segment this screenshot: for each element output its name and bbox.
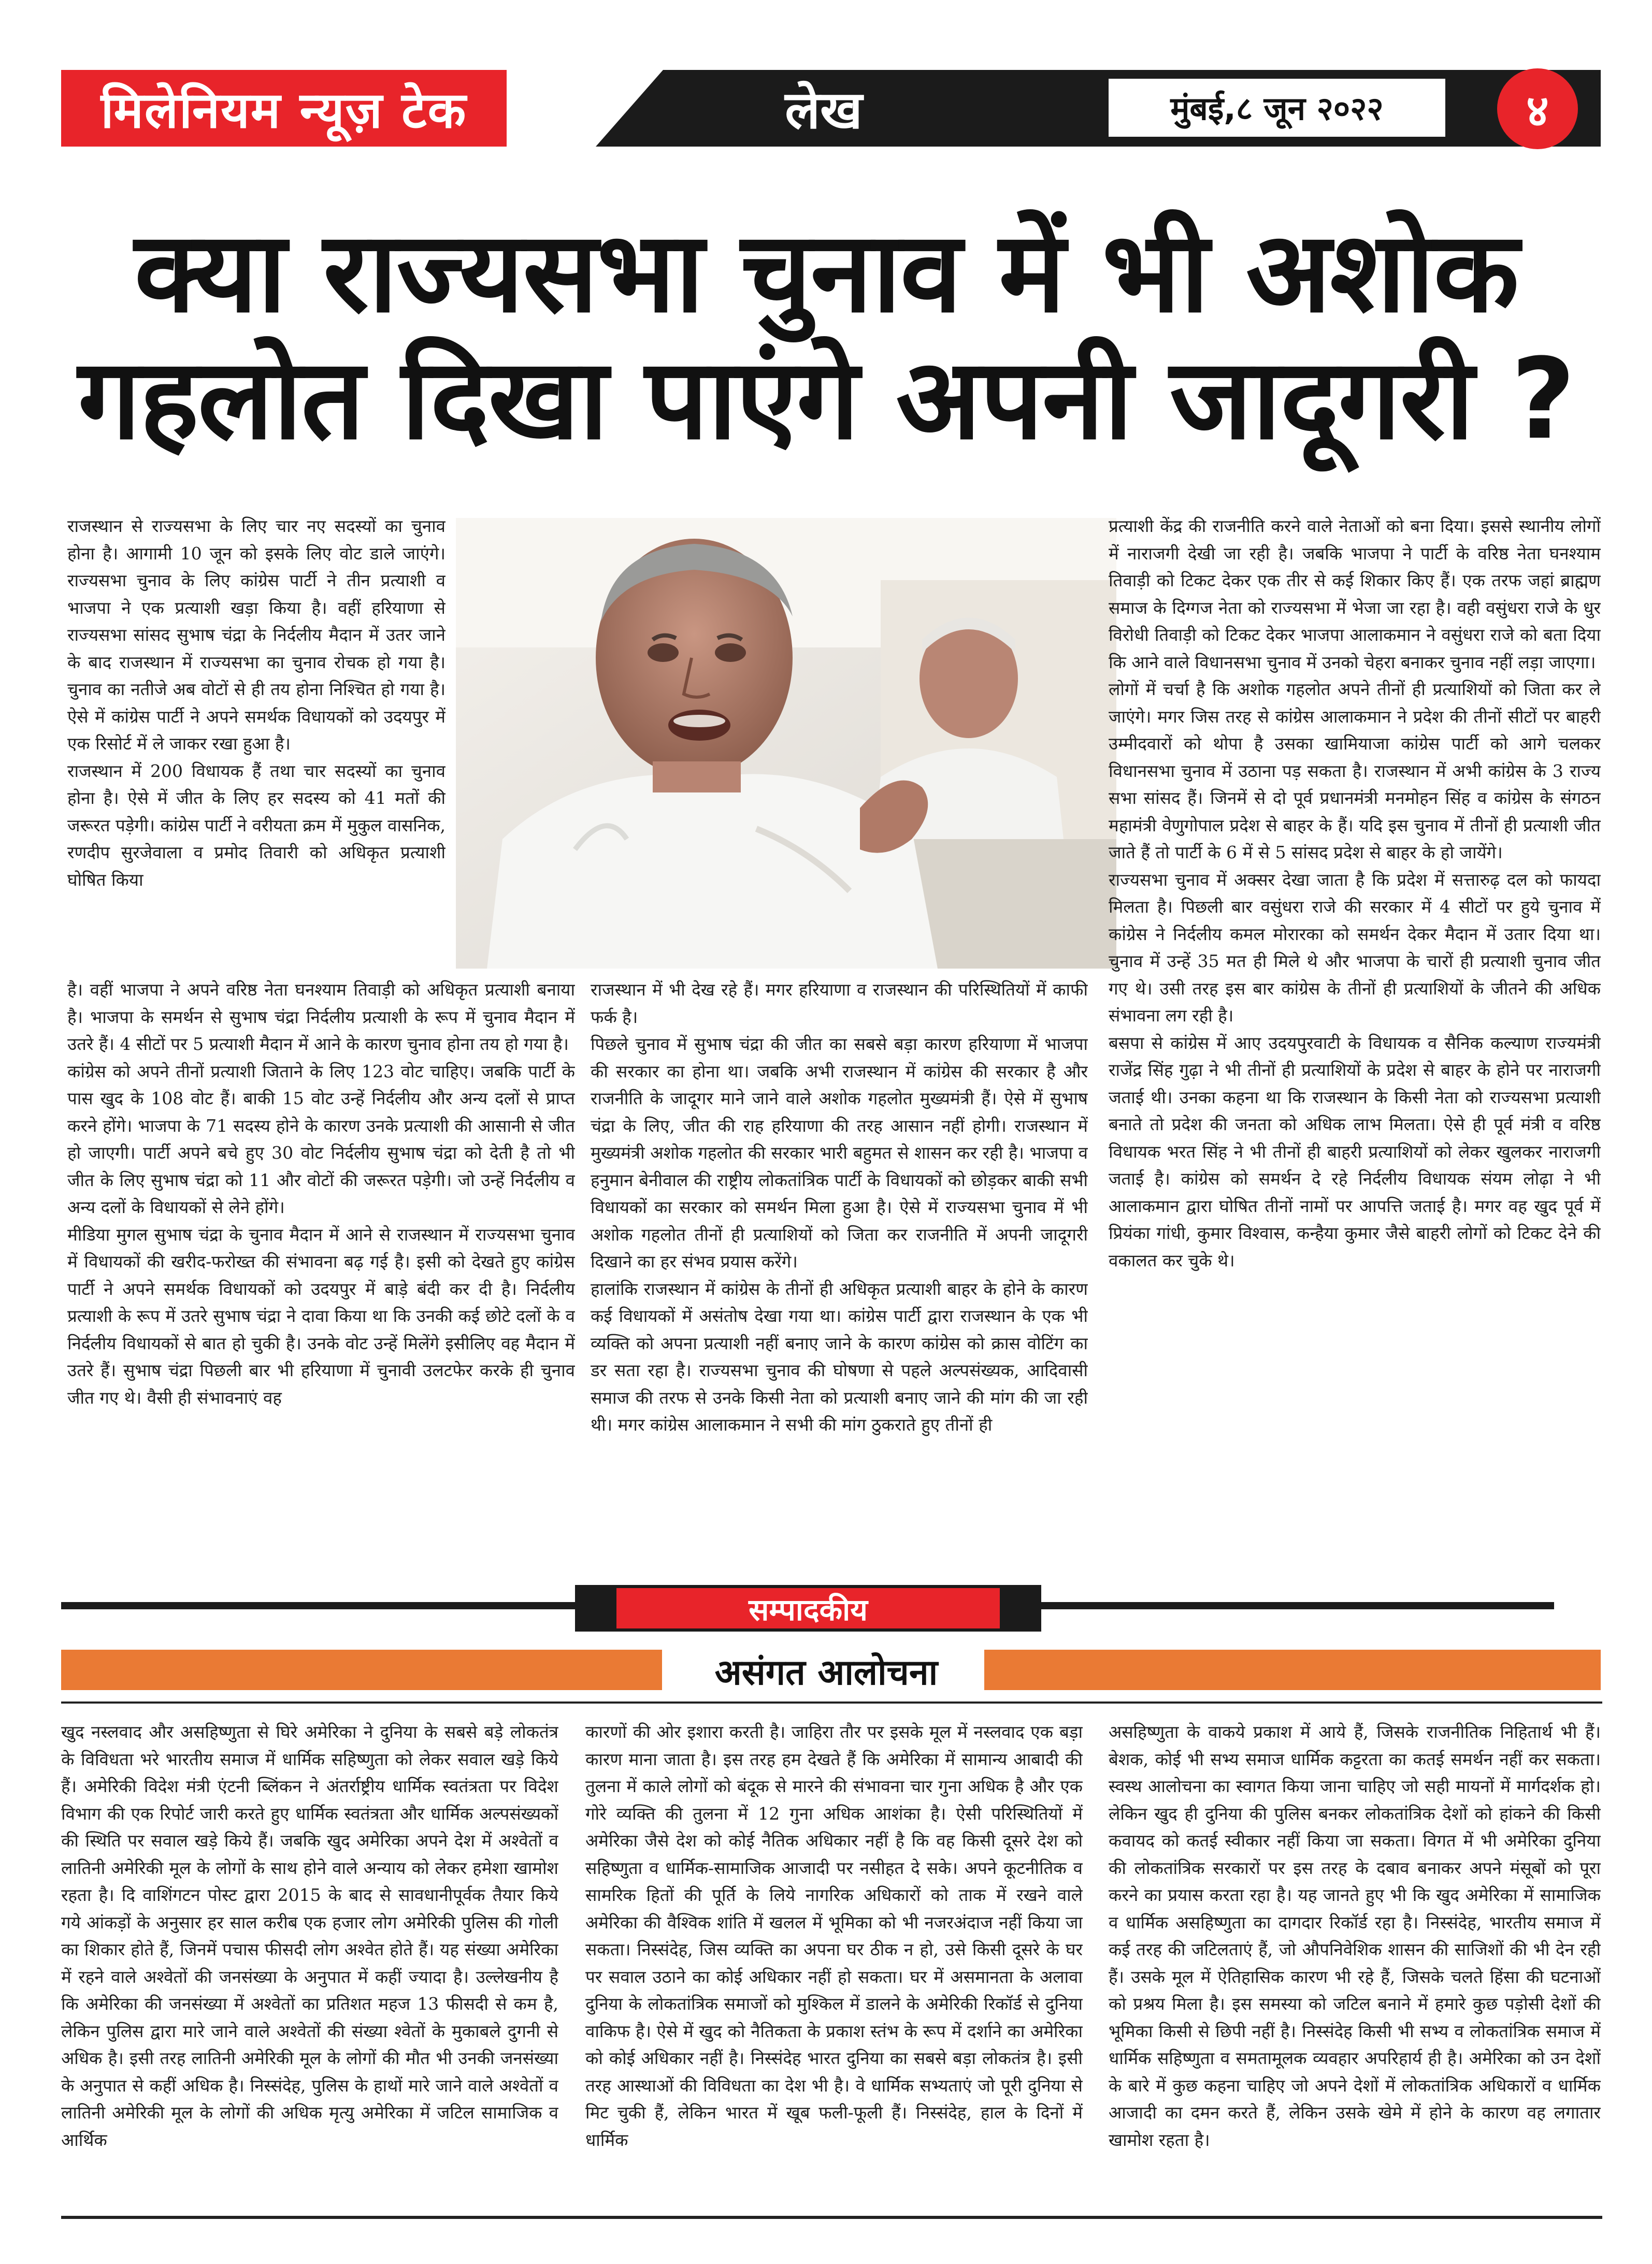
article-column-1-bottom: [67, 976, 575, 1582]
page-number-badge: ४: [1497, 68, 1578, 149]
article-paragraph: राजस्थान में भी देख रहे हैं। मगर हरियाणा व राजस्थान की परिस्थितियों में काफी फर्क है।: [591, 979, 1088, 1027]
editorial-title-bar-right: [984, 1650, 1601, 1690]
article-column-1-top: [67, 513, 446, 976]
article-column-2: [591, 976, 1088, 1582]
editorial-paragraph: कारणों की ओर इशारा करती है। जाहिरा तौर पर इसके मूल में नस्लवाद एक बड़ा कारण माना जाता है। इस तरह हम देखते हैं कि अमेरिका में सामान्य आबादी की तुलना में काले लोगों को बंदूक से मारने की संभावना चार गुना अधिक है और एक गोरे व्यक्ति की तुलना में 12 गुना अधिक आशंका है। ऐसी परिस्थितियों में अमेरिका जैसे देश को कोई नैतिक अधिकार नहीं है कि वह किसी दूसरे देश को सहिष्णुता व धार्मिक-सामाजिक आजादी पर नसीहत दे सके। अपने कूटनीतिक व सामरिक हितों की पूर्ति के लिये नागरिक अधिकारों को ताक में रखने वाले अमेरिका की वैश्विक शांति में खलल में भूमिका को भी नजरअंदाज नहीं किया जा सकता। निस्संदेह, जिस व्यक्ति का अपना घर ठीक न हो, उसे किसी दूसरे के घर पर सवाल उठाने का कोई अधिकार नहीं हो सकता। घर में असमानता के अलावा दुनिया के लोकतांत्रिक समाजों को मुश्किल में डालने के अमेरिकी रिकॉर्ड से दुनिया वाकिफ है। ऐसे में खुद को नैतिकता के प्रकाश स्तंभ के रूप में दर्शाने का अमेरिका को कोई अधिकार नहीं है। निस्संदेह भारत दुनिया का सबसे बड़ा लोकतंत्र है। इसी तरह आस्थाओं की विविधता का देश भी है। वे धार्मिक सभ्यताएं जो पूरी दुनिया से मिट चुकी हैं, लेकिन भारत में खूब फली-फूली हैं। निस्संदेह, हाल के दिनों में धार्मिक: [585, 1722, 1083, 2150]
editorial-divider: [61, 1701, 1602, 1704]
newspaper-brand: मिलेनियम न्यूज़ टेक: [61, 70, 507, 147]
article-paragraph: राजस्थान में 200 विधायक हैं तथा चार सदस्यों का चुनाव होना है। ऐसे में जीत के लिए हर सदस्य को 41 मतों की जरूरत पड़ेगी। कांग्रेस पार्टी ने वरीयता क्रम में मुकुल वासनिक, रणदीप सुरजेवाला व प्रमोद तिवारी को अधिकृत प्रत्याशी घोषित किया: [67, 760, 446, 890]
article-paragraph: मीडिया मुगल सुभाष चंद्रा के चुनाव मैदान में आने से राजस्थान में राज्यसभा चुनाव में विधायकों की खरीद-फरोख्त की संभावना बढ़ गई है। इसी को देखते हुए कांग्रेस पार्टी ने अपने समर्थक विधायकों को उदयपुर में बाड़े बंदी कर दी है। निर्दलीय प्रत्याशी के रूप में उतरे सुभाष चंद्रा ने दावा किया था कि उनकी कई छोटे दलों के व निर्दलीय विधायकों से बात हो चुकी है। उनके वोट उन्हें मिलेंगे इसीलिए वह मैदान में उतरे हैं। सुभाष चंद्रा पिछली बार भी हरियाणा में चुनावी उलटफेर करके ही चुनाव जीत गए थे। वैसी ही संभावनाएं वह: [67, 1224, 575, 1408]
section-label: लेख: [785, 80, 863, 140]
section-band-slant: [596, 70, 663, 147]
page-bottom-rule: [61, 2216, 1602, 2219]
editorial-title-bar-left: [61, 1650, 662, 1690]
article-paragraph: बसपा से कांग्रेस में आए उदयपुरवाटी के विधायक व सैनिक कल्याण राज्यमंत्री राजेंद्र सिंह गुढ़ा ने भी तीनों ही प्रत्याशियों के प्रदेश से बाहर के होने पर नाराजगी जताई थी। उनका कहना था कि राजस्थान के किसी नेता को राज्यसभा प्रत्याशी बनाते तो प्रदेश की जनता को अधिक लाभ मिलता। ऐसे ही पूर्व मंत्री व वरिष्ठ विधायक भरत सिंह ने भी तीनों ही बाहरी प्रत्याशियों को लेकर खुलकर नाराजगी जताई है। कांग्रेस को समर्थन दे रहे निर्दलीय विधायक संयम लोढ़ा ने भी आलाकमान द्वारा घोषित तीनों नामों पर आपत्ति जताई है। मगर वह खुद पूर्व में प्रियंका गांधी, कुमार विश्वास, कन्हैया कुमार जैसे बाहरी लोगों को टिकट देने की वकालत कर चुके थे।: [1109, 1032, 1601, 1271]
editorial-rule-right: [1036, 1602, 1554, 1609]
article-paragraph: है। वहीं भाजपा ने अपने वरिष्ठ नेता घनश्याम तिवाड़ी को अधिकृत प्रत्याशी बनाया है। भाजपा के समर्थन से सुभाष चंद्रा निर्दलीय प्रत्याशी के रूप में चुनाव मैदान में उतरे हैं। 4 सीटों पर 5 प्रत्याशी मैदान में आने के कारण चुनाव होना तय हो गया है।: [67, 979, 575, 1054]
article-paragraph: कांग्रेस को अपने तीनों प्रत्याशी जिताने के लिए 123 वोट चाहिए। जबकि पार्टी के पास खुद के 108 वोट हैं। बाकी 15 वोट उन्हें निर्दलीय और अन्य दलों से प्राप्त करने होंगे। भाजपा के 71 सदस्य होने के कारण उनके प्रत्याशी की आसानी से जीत हो जाएगी। पार्टी अपने बचे हुए 30 वोट निर्दलीय सुभाष चंद्रा को देती है तो भी जीत के लिए सुभाष चंद्रा को 11 और वोटों की जरूरत पड़ेगी। जो उन्हें निर्दलीय व अन्य दलों के विधायकों से लेने होंगे।: [67, 1061, 575, 1217]
editorial-label: सम्पादकीय: [616, 1588, 1000, 1628]
headline-line-2: गहलोत दिखा पाएंगे अपनी जादूगरी ?: [78, 334, 1575, 464]
article-paragraph: राज्यसभा चुनाव में अक्सर देखा जाता है कि प्रदेश में सत्तारुढ़ दल को फायदा मिलता है। पिछली बार वसुंधरा राजे की सरकार में 4 सीटों पर हुये चुनाव में कांग्रेस ने निर्दलीय कमल मोरारका को समर्थन देकर मैदान में उतार दिया था। चुनाव में उन्हें 35 मत ही मिले थे और भाजपा के चारों ही प्रत्याशी चुनाव जीत गए थे। उसी तरह इस बार कांग्रेस के तीनों ही प्रत्याशियों के जीतने की अधिक संभावना लग रही है।: [1109, 869, 1601, 1026]
article-photo: [456, 518, 1116, 969]
editorial-column-1: [61, 1719, 558, 2211]
article-paragraph: हालांकि राजस्थान में कांग्रेस के तीनों ही अधिकृत प्रत्याशी बाहर के होने के कारण कई विधायकों में असंतोष देखा गया था। कांग्रेस पार्टी द्वारा राजस्थान के एक भी व्यक्ति को अपना प्रत्याशी नहीं बनाए जाने के कारण कांग्रेस को क्रास वोटिंग का डर सता रहा है। राज्यसभा चुनाव की घोषणा से पहले अल्पसंख्यक, आदिवासी समाज की तरफ से उनके किसी नेता को प्रत्याशी बनाए जाने की मांग की जा रही थी। मगर कांग्रेस आलाकमान ने सभी की मांग ठुकराते हुए तीनों ही: [591, 1278, 1088, 1435]
editorial-paragraph: खुद नस्लवाद और असहिष्णुता से घिरे अमेरिका ने दुनिया के सबसे बड़े लोकतंत्र के विविधता भरे भारतीय समाज में धार्मिक सहिष्णुता को लेकर सवाल खड़े किये हैं। अमेरिकी विदेश मंत्री एंटनी ब्लिंकन ने अंतर्राष्ट्रीय धार्मिक स्वतंत्रता पर विदेश विभाग की एक रिपोर्ट जारी करते हुए धार्मिक स्वतंत्रता और धार्मिक अल्पसंख्यकों की स्थिति पर सवाल खड़े किये हैं। जबकि खुद अमेरिका अपने देश में अश्वेतों व लातिनी अमेरिकी मूल के लोगों के साथ होने वाले अन्याय को लेकर हमेशा खामोश रहता है। दि वाशिंगटन पोस्ट द्वारा 2015 के बाद से सावधानीपूर्वक तैयार किये गये आंकड़ों के अनुसार हर साल करीब एक हजार लोग अमेरिकी पुलिस की गोली का शिकार होते हैं, जिनमें पचास फीसदी लोग अश्वेत होते हैं। यह संख्या अमेरिका में रहने वाले अश्वेतों की जनसंख्या के अनुपात में कहीं ज्यादा है। उल्लेखनीय है कि अमेरिका की जनसंख्या में अश्वेतों का प्रतिशत महज 13 फीसदी से कम है, लेकिन पुलिस द्वारा मारे जाने वाले अश्वेतों की संख्या श्वेतों के मुकाबले दुगनी से अधिक है। इसी तरह लातिनी अमेरिकी मूल के लोगों की मौत भी उनकी जनसंख्या के अनुपात से कहीं अधिक है। निस्संदेह, पुलिस के हाथों मारे जाने वाले अश्वेतों व लातिनी अमेरिकी मूल के लोगों की अधिक मृत्यु अमेरिका में जटिल सामाजिक व आर्थिक: [61, 1722, 558, 2150]
dateline: मुंबई,८ जून २०२२: [1109, 79, 1445, 137]
article-paragraph: प्रत्याशी केंद्र की राजनीति करने वाले नेताओं को बना दिया। इससे स्थानीय लोगों में नाराजगी देखी जा रही है। जबकि भाजपा ने पार्टी के वरिष्ठ नेता घनश्याम तिवाड़ी को टिकट देकर एक तीर से कई शिकार किए हैं। एक तरफ जहां ब्राह्मण समाज के दिग्गज नेता को राज्यसभा में भेजा जा रहा है। वही वसुंधरा राजे के धुर विरोधी तिवाड़ी को टिकट देकर भाजपा आलाकमान ने वसुंधरा राजे को बता दिया कि आने वाले विधानसभा चुनाव में उनको चेहरा बनाकर चुनाव नहीं लड़ा जाएगा।: [1109, 516, 1601, 672]
article-paragraph: राजस्थान से राज्यसभा के लिए चार नए सदस्यों का चुनाव होना है। आगामी 10 जून को इसके लिए वोट डाले जाएंगे। राज्यसभा चुनाव के लिए कांग्रेस पार्टी ने तीन प्रत्याशी व भाजपा ने एक प्रत्याशी खड़ा किया है। वहीं हरियाणा से राज्यसभा सांसद सुभाष चंद्रा के निर्दलीय मैदान में उतर जाने के बाद राजस्थान में राज्यसभा का चुनाव रोचक हो गया है। चुनाव का नतीजे अब वोटों से ही तय होना निश्चित हो गया है। ऐसे में कांग्रेस पार्टी ने अपने समर्थक विधायकों को उदयपुर में एक रिसोर्ट में ले जाकर रखा हुआ है।: [67, 516, 446, 754]
editorial-paragraph: असहिष्णुता के वाकये प्रकाश में आये हैं, जिसके राजनीतिक निहितार्थ भी हैं। बेशक, कोई भी सभ्य समाज धार्मिक कट्टरता का कतई समर्थन नहीं कर सकता। स्वस्थ आलोचना का स्वागत किया जाना चाहिए जो सही मायनों में मार्गदर्शक हो। लेकिन खुद ही दुनिया की पुलिस बनकर लोकतांत्रिक देशों को हांकने की किसी कवायद को कतई स्वीकार नहीं किया जा सकता। विगत में भी अमेरिका दुनिया की लोकतांत्रिक सरकारों पर इस तरह के दबाव बनाकर अपने मंसूबों को पूरा करने का प्रयास करता रहा है। यह जानते हुए भी कि खुद अमेरिका में सामाजिक व धार्मिक असहिष्णुता का दागदार रिकॉर्ड रहा है। निस्संदेह, भारतीय समाज में कई तरह की जटिलताएं हैं, जो औपनिवेशिक शासन की साजिशों की भी देन रही हैं। उसके मूल में ऐतिहासिक कारण भी रहे हैं, जिसके चलते हिंसा की घटनाओं को प्रश्रय मिला है। इस समस्या को जटिल बनाने में हमारे कुछ पड़ोसी देशों की भूमिका किसी से छिपी नहीं है। निस्संदेह किसी भी सभ्य व लोकतांत्रिक समाज में धार्मिक सहिष्णुता व समतामूलक व्यवहार अपरिहार्य ही है। अमेरिका को उन देशों के बारे में कुछ कहना चाहिए जो अपने देशों में लोकतांत्रिक अधिकारों व धार्मिक आजादी का दमन करते हैं, लेकिन उसके खेमे में होने के कारण वह लगातार खामोश रहता है।: [1109, 1722, 1601, 2150]
editorial-title: असंगत आलोचना: [714, 1652, 938, 1693]
headline-line-1: क्या राज्यसभा चुनाव में भी अशोक: [134, 207, 1518, 337]
article-column-3: [1109, 513, 1601, 1580]
article-paragraph: पिछले चुनाव में सुभाष चंद्रा की जीत का सबसे बड़ा कारण हरियाणा में भाजपा की सरकार का होना था। जबकि अभी राजस्थान में कांग्रेस की सरकार है और राजनीति के जादूगर माने जाने वाले अशोक गहलोत मुख्यमंत्री हैं। ऐसे में सुभाष चंद्रा के लिए, जीत की राह हरियाणा की तरह आसान नहीं होगी। राजस्थान में मुख्यमंत्री अशोक गहलोत की सरकार भारी बहुमत से शासन कर रही है। भाजपा व हनुमान बेनीवाल की राष्ट्रीय लोकतांत्रिक पार्टी के विधायकों को छोड़कर बाकी सभी विधायकों का सरकार को समर्थन मिला हुआ है। ऐसे में राज्यसभा चुनाव में भी अशोक गहलोत तीनों ही प्रत्याशियों को जिता कर राजनीति में अपनी जादूगरी दिखाने का हर संभव प्रयास करेंगे।: [591, 1034, 1088, 1272]
editorial-column-3: [1109, 1719, 1601, 2211]
editorial-rule-left: [61, 1602, 579, 1609]
article-paragraph: लोगों में चर्चा है कि अशोक गहलोत अपने तीनों ही प्रत्याशियों को जिता कर ले जाएंगे। मगर जिस तरह से कांग्रेस आलाकमान ने प्रदेश की तीनों सीटों पर बाहरी उम्मीदवारों को थोपा है उसका खामियाजा कांग्रेस पार्टी को आगे चलकर विधानसभा चुनाव में उठाना पड़ सकता है। राजस्थान में अभी कांग्रेस के 3 राज्य सभा सांसद हैं। जिनमें से दो पूर्व प्रधानमंत्री मनमोहन सिंह व कांग्रेस के संगठन महामंत्री वेणुगोपाल प्रदेश से बाहर के हैं। यदि इस चुनाव में तीनों ही प्रत्याशी जीत जाते हैं तो पार्टी के 6 में से 5 सांसद प्रदेश से बाहर के हो जायेंगे।: [1109, 679, 1601, 862]
editorial-column-2: [585, 1719, 1083, 2211]
